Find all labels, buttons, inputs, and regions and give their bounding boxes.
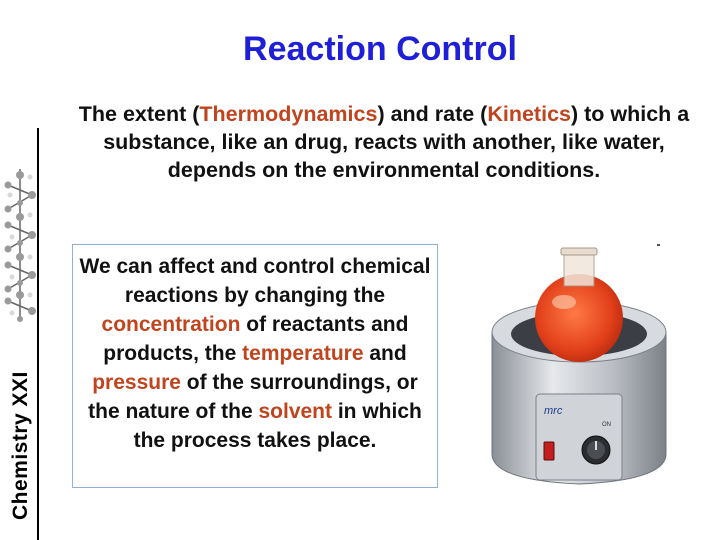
box-text: and <box>363 342 407 365</box>
highlight-temperature: temperature <box>242 342 364 365</box>
molecule-model-icon <box>2 165 38 325</box>
box-text: of the surroundings, or the nature of the <box>88 371 418 423</box>
switch-label: ON <box>602 422 611 428</box>
heating-mantle-image <box>484 244 674 488</box>
intro-text: ) and rate ( <box>377 102 488 126</box>
highlight-pressure: pressure <box>92 371 181 394</box>
box-text: We can affect and control chemical reactions by changing the <box>79 255 431 307</box>
slide-title: Reaction Control <box>243 30 517 68</box>
brand-label: mrc <box>544 405 563 417</box>
highlight-thermodynamics: Thermodynamics <box>199 102 378 126</box>
highlight-solvent: solvent <box>258 400 333 423</box>
course-label: Chemistry XXI <box>9 371 32 520</box>
intro-text: The extent ( <box>78 102 200 126</box>
box-text: in which the process takes place. <box>133 400 422 452</box>
intro-paragraph <box>78 100 690 184</box>
highlight-concentration: concentration <box>101 313 241 336</box>
intro-text: ) to which a substance, like an drug, reacts with another, like water, depends on the environmental conditions. <box>103 102 690 182</box>
box-paragraph <box>74 252 436 455</box>
box-text: of reactants and products, the <box>103 313 409 365</box>
highlight-kinetics: Kinetics <box>487 102 571 126</box>
